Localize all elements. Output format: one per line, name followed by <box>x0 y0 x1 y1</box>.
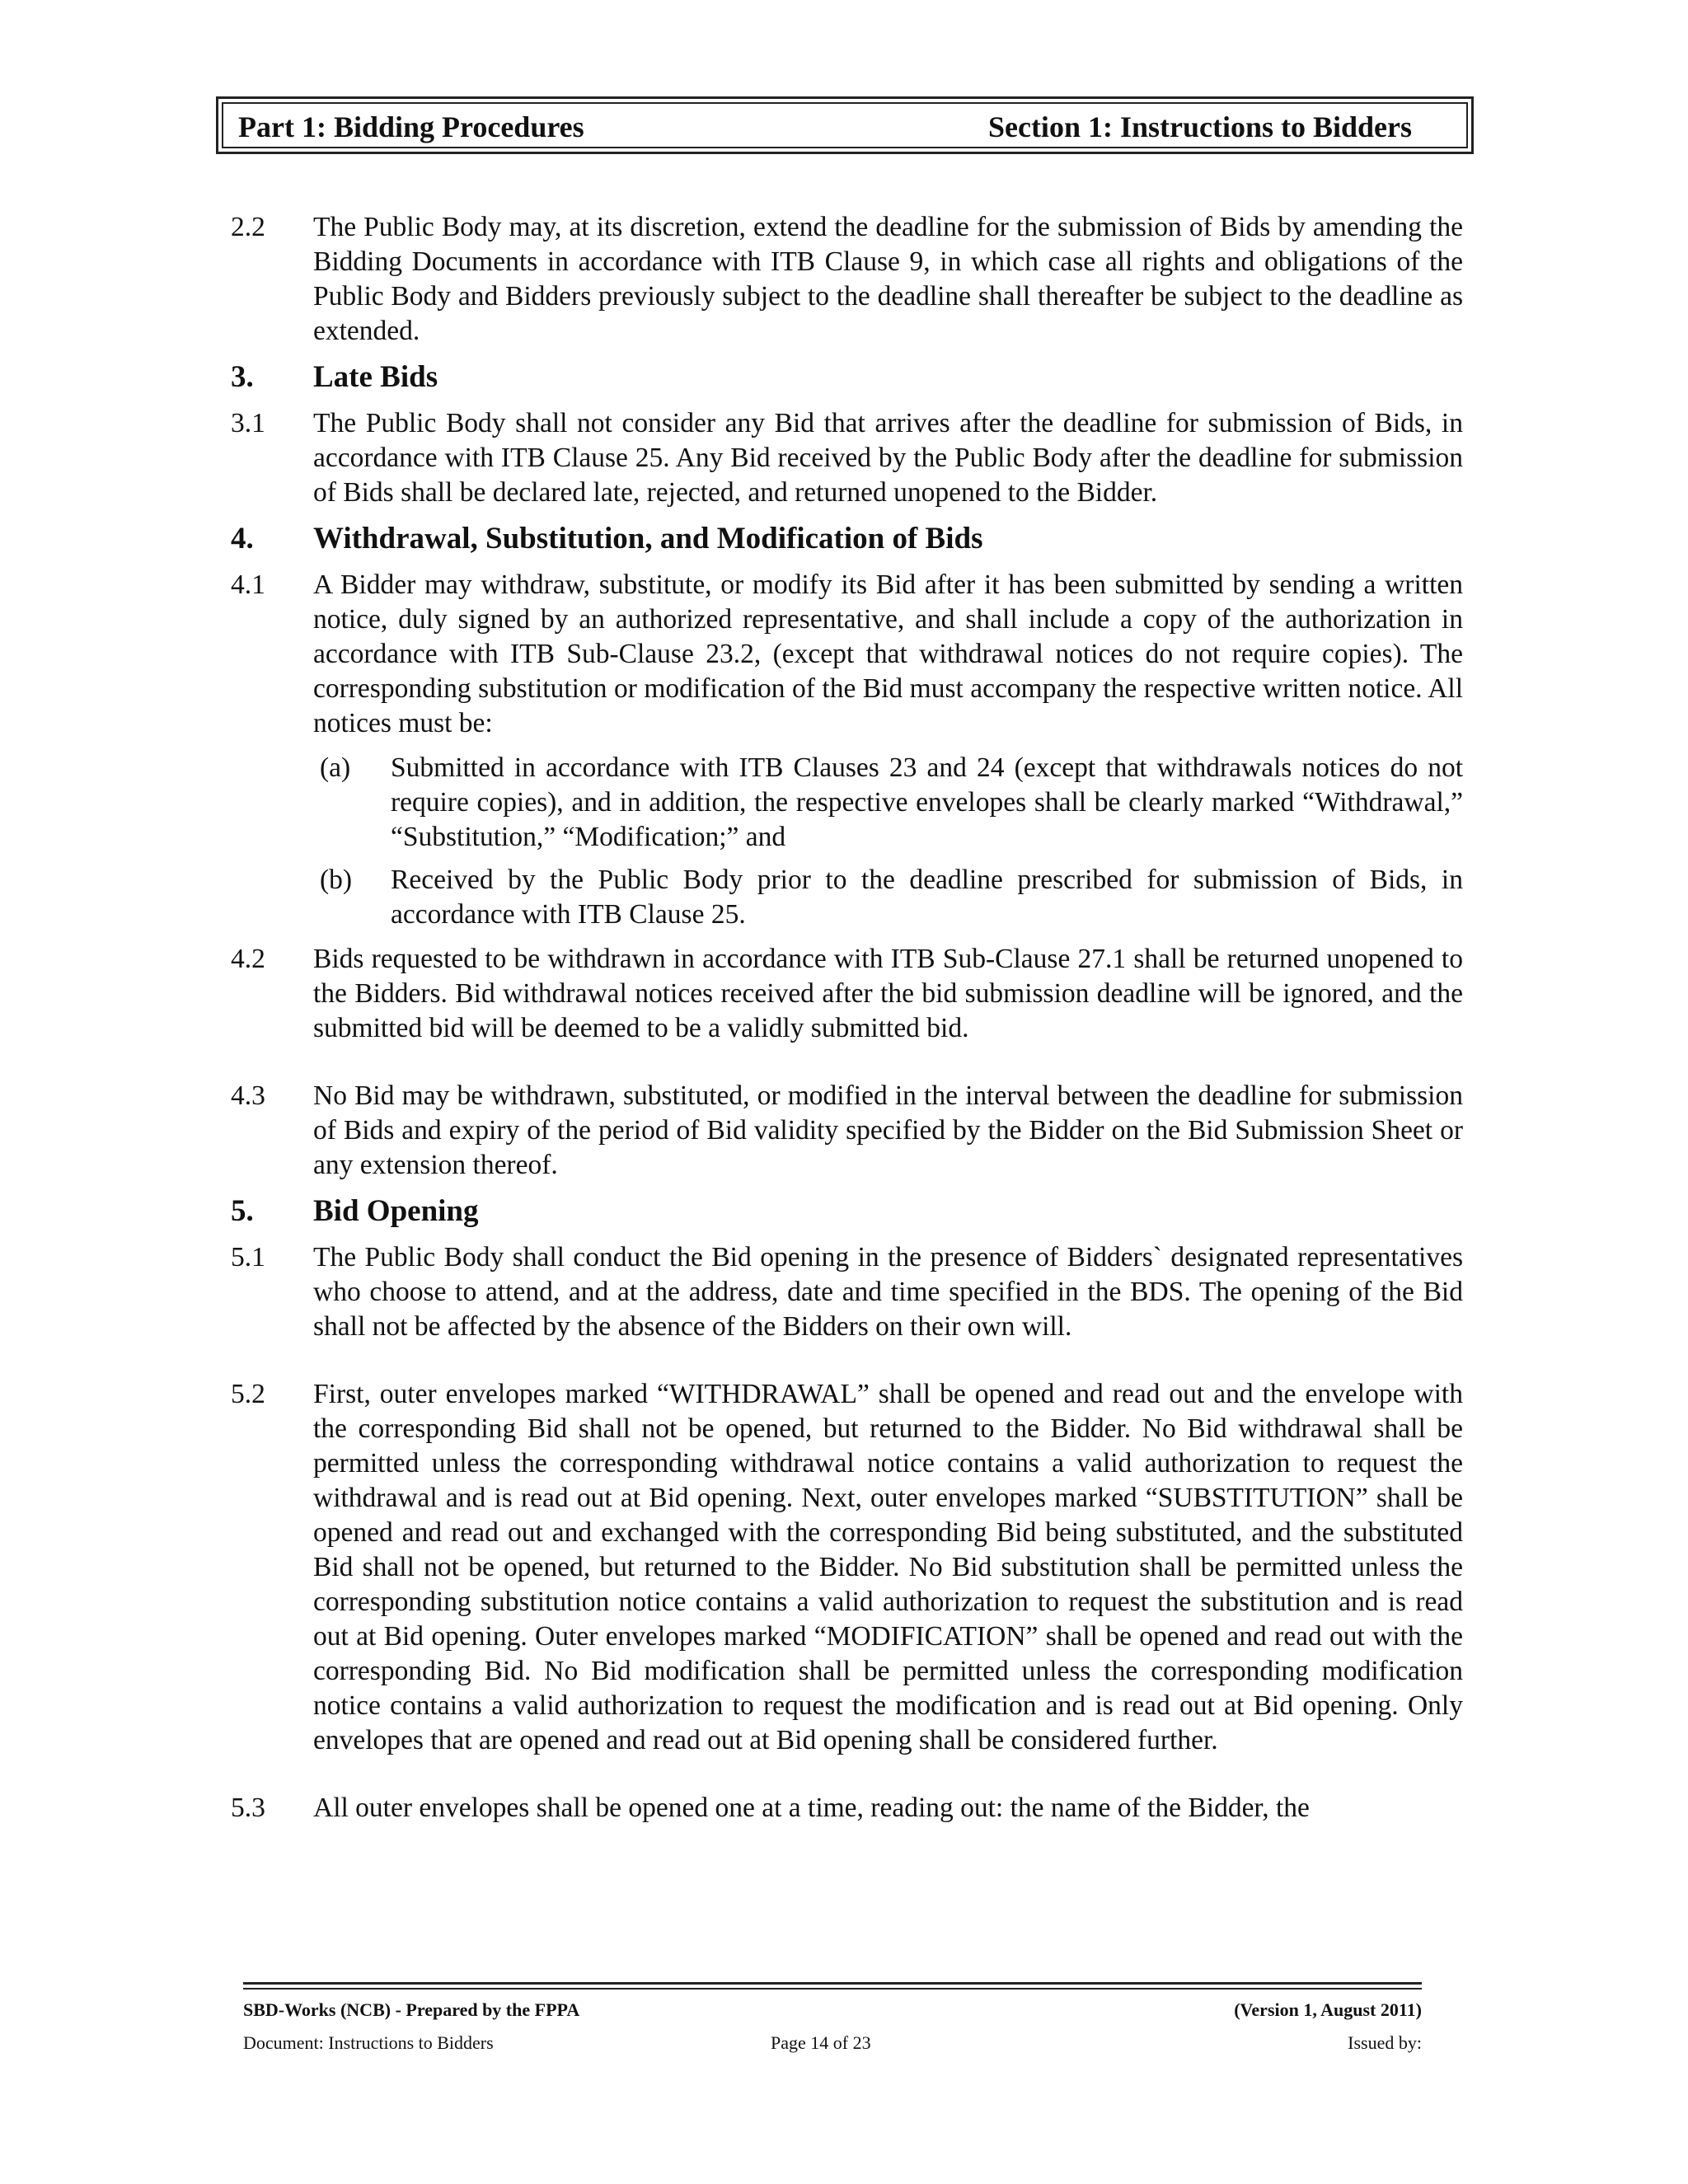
document-body <box>231 210 1463 1837</box>
header-section-title: Section 1: Instructions to Bidders <box>987 110 1412 143</box>
footer-top-row <box>243 1999 1422 2021</box>
footer-version: (Version 1, August 2011) <box>1234 1999 1422 2020</box>
clause-number: 5.2 <box>231 1379 265 1409</box>
section-heading-5 <box>231 1194 1463 1229</box>
clause-text: First, outer envelopes marked “WITHDRAWAL” shall be opened and read out and the envelope with the corresponding Bid shall not be opened, but returned to the Bidder. No Bid withdrawal shall be permitted unless the corresponding withdrawal notice contains a valid authorization to request the withdrawal and is read out at Bid opening. Next, outer envelopes marked “SUBSTITUTION” shall be opened and read out and exchanged with the corresponding Bid being substituted, and the substituted Bid shall not be opened, but returned to the Bidder. No Bid substitution shall be permitted unless the corresponding substitution notice contains a valid authorization to request the substitution and is read out at Bid opening. Outer envelopes marked “MODIFICATION” shall be opened and read out with the corresponding Bid. No Bid modification shall be permitted unless the corresponding modification notice contains a valid authorization to request the modification and is read out at Bid opening. Only envelopes that are opened and read out at Bid opening shall be considered further. <box>313 1379 1463 1755</box>
subitem-label: (b) <box>320 865 353 895</box>
clause-3-1 <box>231 406 1463 510</box>
section-title: Bid Opening <box>313 1194 479 1228</box>
section-title: Withdrawal, Substitution, and Modification of Bids <box>313 522 983 555</box>
clause-text: Bids requested to be withdrawn in accordance with ITB Sub-Clause 27.1 shall be returned unopened to the Bidders. Bid withdrawal notices received after the bid submission deadline will be ignored, and the submitted bid will be deemed to be a validly submitted bid. <box>313 944 1463 1043</box>
clause-number: 4.2 <box>231 944 265 974</box>
clause-text: A Bidder may withdraw, substitute, or modify its Bid after it has been submitted by sending a written notice, duly signed by an authorized representative, and shall include a copy of the authorization in accordance with ITB Sub-Clause 23.2, (except that withdrawal notices do not require copies). The corresponding substitution or modification of the Bid must accompany the respective written notice. All notices must be: <box>313 569 1463 738</box>
page-header <box>216 96 1474 154</box>
clause-4-1-subitems <box>313 751 1463 932</box>
clause-2-2 <box>231 210 1463 349</box>
section-heading-4 <box>231 522 1463 556</box>
clause-text: All outer envelopes shall be opened one at a time, reading out: the name of the Bidder, the <box>313 1793 1310 1823</box>
footer-divider <box>243 1982 1422 1990</box>
section-heading-3 <box>231 360 1463 395</box>
clause-4-3 <box>231 1079 1463 1183</box>
section-number: 5. <box>231 1194 254 1228</box>
clause-number: 4.1 <box>231 569 265 600</box>
subitem-text: Received by the Public Body prior to the deadline prescribed for submission of Bids, in accordance with ITB Clause 25. <box>391 865 1463 930</box>
clause-number: 4.3 <box>231 1080 265 1111</box>
clause-text: The Public Body shall not consider any Bid that arrives after the deadline for submission of Bids, in accordance with ITB Clause 25. Any Bid received by the Public Body after the deadline for submission of Bids shall be declared late, rejected, and returned unopened to the Bidder. <box>313 408 1463 508</box>
clause-4-1 <box>231 568 1463 741</box>
subitem-text: Submitted in accordance with ITB Clauses 23 and 24 (except that withdrawals notices do not require copies), and in addition, the respective envelopes shall be clearly marked “Withdrawal,” “Substitution,” “Modification;” and <box>391 752 1463 852</box>
clause-5-2 <box>231 1377 1463 1758</box>
clause-number: 5.3 <box>231 1793 265 1823</box>
clause-5-1 <box>231 1240 1463 1344</box>
subitem-label: (a) <box>320 752 351 783</box>
header-part-title: Part 1: Bidding Procedures <box>238 110 584 143</box>
clause-text: The Public Body may, at its discretion, extend the deadline for the submission of Bids by amending the Bidding Documents in accordance with ITB Clause 9, in which case all rights and obligations of the Public Body and Bidders previously subject to the deadline shall thereafter be subject to the deadline as extended. <box>313 212 1463 346</box>
page-footer <box>243 1982 1422 2054</box>
footer-bottom-row <box>243 2032 1422 2054</box>
section-title: Late Bids <box>313 360 438 394</box>
clause-number: 2.2 <box>231 212 265 242</box>
clause-5-3 <box>231 1791 1463 1825</box>
clause-text: The Public Body shall conduct the Bid opening in the presence of Bidders` designated representatives who choose to attend, and at the address, date and time specified in the BDS. The opening of the Bid shall not be affected by the absence of the Bidders on their own will. <box>313 1242 1463 1342</box>
footer-prepared-by: SBD-Works (NCB) - Prepared by the FPPA <box>243 1999 580 2020</box>
footer-issued-by: Issued by: <box>1348 2032 1422 2053</box>
clause-text: No Bid may be withdrawn, substituted, or modified in the interval between the deadline for submission of Bids and expiry of the period of Bid validity specified by the Bidder on the Bid Submission Sheet or any extension thereof. <box>313 1080 1463 1180</box>
footer-page-number: Page 14 of 23 <box>771 2032 871 2053</box>
section-number: 4. <box>231 522 254 555</box>
subitem-a <box>313 751 1463 855</box>
section-number: 3. <box>231 360 254 394</box>
clause-4-2 <box>231 942 1463 1046</box>
footer-document-name: Document: Instructions to Bidders <box>243 2032 494 2053</box>
subitem-b <box>313 863 1463 932</box>
clause-number: 3.1 <box>231 408 265 438</box>
clause-number: 5.1 <box>231 1242 265 1272</box>
